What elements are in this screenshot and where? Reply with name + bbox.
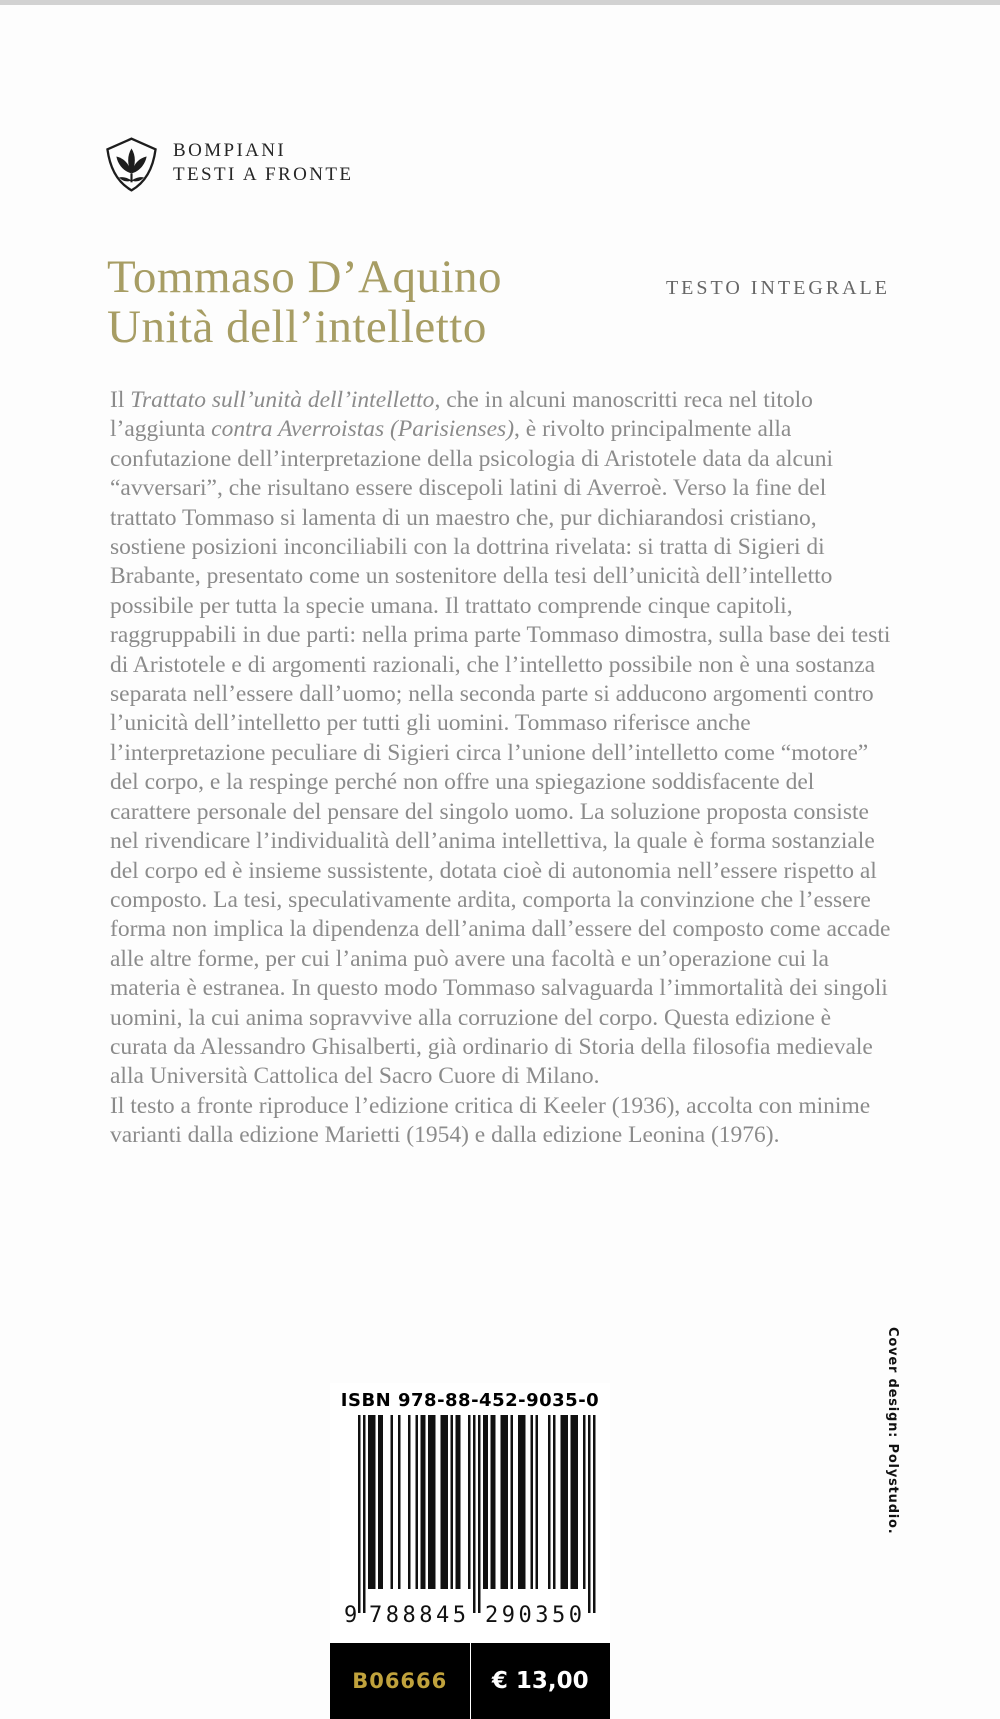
book-work-title: Unità dell’intelletto: [107, 301, 487, 353]
description-paragraph: Il testo a fronte riproduce l’edizione critica di Keeler (1936), accolta con minime varianti dalla edizione Marietti (1954) e dalla edizione Leonina (1976).: [110, 1092, 871, 1149]
book-author: Tommaso D’Aquino: [107, 251, 503, 303]
barcode-digit-group: 9: [344, 1603, 358, 1625]
isbn-label: ISBN 978-88-452-9035-0: [340, 1390, 600, 1411]
barcode-bars: [358, 1415, 596, 1613]
barcode-digit-group: 788845: [369, 1603, 466, 1625]
publisher-line-2: TESTI A FRONTE: [173, 164, 354, 185]
barcode-block: [330, 1383, 610, 1719]
description-paragraph: Il Trattato sull’unità dell’intelletto, che in alcuni manoscritti reca nel titolo l’aggiunta contra Averroistas (Parisienses), è rivolto principalmente alla confutazione dell’interpretazione della psicologia di Aristotele data da alcuni “avversari”, che risultano essere discepoli latini di Averroè. Verso la fine del trattato Tommaso si lamenta di un maestro che, pur dichiarandosi cristiano, sostiene posizioni inconciliabili con la dottrina rivelata: si tratta di Sigieri di Brabante, presentato come un sostenitore della tesi dell’unicità dell’intelletto possibile per tutta la specie umana. Il trattato comprende cinque capitoli, raggruppabili in due parti: nella prima parte Tommaso dimostra, sulla base dei testi di Aristotele e di argomenti razionali, che l’intelletto possibile non è una sostanza separata nell’essere dall’uomo; nella seconda parte si adducono argomenti contro l’unicità dell’intelletto per tutti gli uomini. Tommaso riferisce anche l’interpretazione peculiare di Sigieri circa l’unione dell’intelletto come “motore” del corpo, e la respinge perché non offre una spiegazione soddisfacente del carattere personale del pensare del singolo uomo. La soluzione proposta consiste nel rivendicare l’individualità dell’anima intellettiva, la quale è forma sostanziale del corpo ed è insieme sussistente, dotata cioè di autonomia nell’essere rispetto al composto. La tesi, speculativamente ardita, comporta la convinzione che l’essere forma non implica la dipendenza dell’anima dall’essere del composto come accade alle altre forme, per cui l’anima può avere una facoltà e un’operazione cui la materia è estranea. In questo modo Tommaso salvaguarda l’immortalità dei singoli uomini, la cui anima sopravvive alla corruzione del corpo. Questa edizione è curata da Alessandro Ghisalberti, già ordinario di Storia della filosofia medievale alla Università Cattolica del Sacro Cuore di Milano.: [110, 387, 891, 1090]
page-top-edge: [0, 0, 1000, 5]
publisher-name: [173, 139, 353, 187]
bompiani-flower-logo-icon: [103, 136, 160, 193]
book-title: [107, 252, 502, 352]
publisher-code: B06666: [352, 1669, 448, 1693]
cover-design-credit: Cover design: Polystudio.: [885, 1327, 900, 1535]
price-bar: [330, 1643, 610, 1719]
edition-badge: TESTO INTEGRALE: [665, 277, 890, 299]
publisher-brand: [103, 136, 353, 193]
publisher-line-1: BOMPIANI: [173, 140, 287, 161]
barcode-digit-group: 290350: [485, 1603, 582, 1625]
ean13-barcode: [344, 1415, 596, 1625]
book-description: [110, 386, 894, 1151]
price: € 13,00: [491, 1668, 589, 1694]
